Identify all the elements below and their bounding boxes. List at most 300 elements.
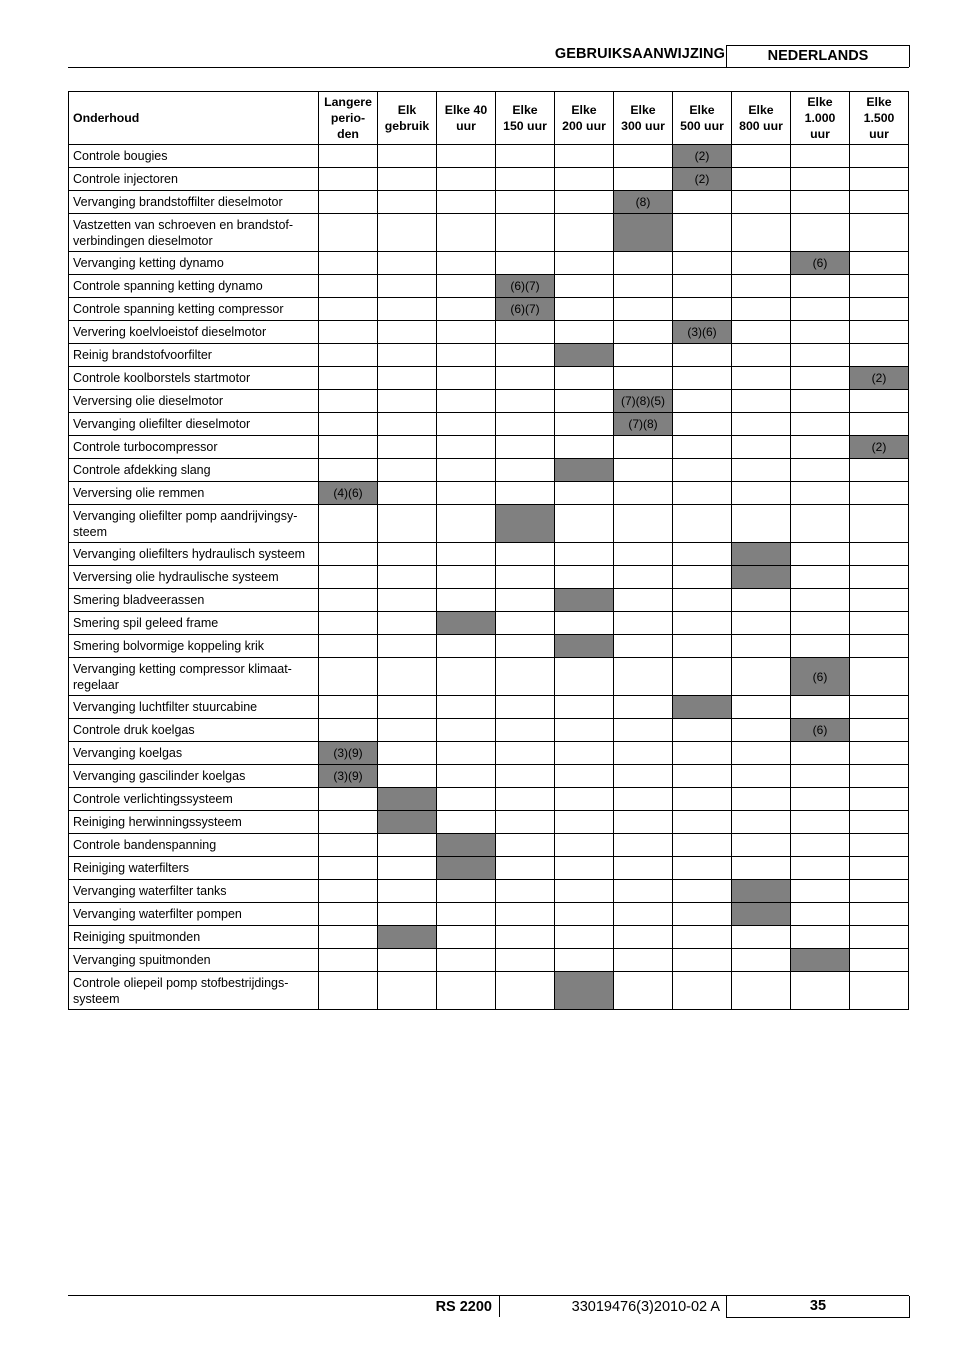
empty-interval-cell [673,413,732,436]
task-label: Reinig brandstofvoorfilter [73,348,212,362]
scheduled-interval-cell [673,321,732,344]
empty-interval-cell [378,321,437,344]
empty-interval-cell [791,321,850,344]
empty-interval-cell [496,321,555,344]
empty-interval-cell [496,880,555,903]
empty-interval-cell [496,145,555,168]
task-cell [69,926,319,949]
empty-interval-cell [555,413,614,436]
empty-interval-cell [437,413,496,436]
empty-interval-cell [378,719,437,742]
empty-interval-cell [496,566,555,589]
empty-interval-cell [496,788,555,811]
task-label: Controle bandenspanning [73,838,217,852]
empty-interval-cell [555,252,614,275]
empty-interval-cell [850,834,909,857]
empty-interval-cell [555,566,614,589]
table-row [69,880,909,903]
empty-interval-cell [437,903,496,926]
empty-interval-cell [732,788,791,811]
task-label: Controle injectoren [73,172,178,186]
empty-interval-cell [614,926,673,949]
column-header-interval [850,92,909,145]
empty-interval-cell [555,788,614,811]
table-row [69,696,909,719]
empty-interval-cell [850,811,909,834]
empty-interval-cell [732,972,791,1010]
empty-interval-cell [496,857,555,880]
column-header-line: Elke [689,103,715,117]
empty-interval-cell [378,275,437,298]
empty-interval-cell [732,926,791,949]
table-row [69,658,909,696]
empty-interval-cell [496,390,555,413]
empty-interval-cell [437,344,496,367]
scheduled-interval-cell [555,589,614,612]
empty-interval-cell [437,543,496,566]
empty-interval-cell [437,321,496,344]
empty-interval-cell [614,252,673,275]
empty-interval-cell [673,742,732,765]
empty-interval-cell [378,459,437,482]
empty-interval-cell [555,926,614,949]
task-cell [69,413,319,436]
empty-interval-cell [673,834,732,857]
empty-interval-cell [437,145,496,168]
empty-interval-cell [673,214,732,252]
task-cell [69,298,319,321]
task-cell [69,321,319,344]
task-label: Controle verlichtingssysteem [73,792,233,806]
empty-interval-cell [378,390,437,413]
task-cell [69,566,319,589]
empty-interval-cell [319,298,378,321]
table-header [69,92,909,145]
scheduled-interval-cell [791,658,850,696]
column-header-line: Elke 40 [444,103,488,117]
task-cell [69,436,319,459]
document-code: 33019476(3)2010-02 A [571,1299,720,1315]
empty-interval-cell [850,589,909,612]
empty-interval-cell [437,589,496,612]
empty-interval-cell [850,459,909,482]
column-header-interval [555,92,614,145]
empty-interval-cell [673,436,732,459]
task-cell [69,880,319,903]
empty-interval-cell [732,214,791,252]
empty-interval-cell [673,191,732,214]
empty-interval-cell [673,811,732,834]
header-rule [68,67,909,68]
maintenance-schedule-table [68,91,909,1010]
interval-note: (6) [812,723,828,737]
empty-interval-cell [378,413,437,436]
empty-interval-cell [378,168,437,191]
empty-interval-cell [496,413,555,436]
empty-interval-cell [791,543,850,566]
empty-interval-cell [378,252,437,275]
page-number: 35 [726,1296,910,1318]
empty-interval-cell [496,459,555,482]
empty-interval-cell [850,275,909,298]
empty-interval-cell [732,321,791,344]
table-row [69,543,909,566]
empty-interval-cell [850,390,909,413]
empty-interval-cell [673,635,732,658]
empty-interval-cell [319,880,378,903]
empty-interval-cell [791,168,850,191]
task-label: Controle spanning ketting dynamo [73,279,263,293]
empty-interval-cell [614,811,673,834]
empty-interval-cell [614,742,673,765]
task-cell [69,482,319,505]
scheduled-interval-cell [319,765,378,788]
column-header-line: 1.000 [804,111,836,125]
empty-interval-cell [614,505,673,543]
scheduled-interval-cell [378,811,437,834]
column-header-line: Onderhoud [73,111,140,125]
empty-interval-cell [850,635,909,658]
column-header-line: Elke [866,95,892,109]
scheduled-interval-cell [850,367,909,390]
empty-interval-cell [437,719,496,742]
empty-interval-cell [319,275,378,298]
empty-interval-cell [850,505,909,543]
task-cell [69,742,319,765]
task-cell [69,344,319,367]
task-cell [69,811,319,834]
empty-interval-cell [614,589,673,612]
empty-interval-cell [437,298,496,321]
empty-interval-cell [791,834,850,857]
empty-interval-cell [673,275,732,298]
empty-interval-cell [791,765,850,788]
table-row [69,788,909,811]
empty-interval-cell [378,191,437,214]
empty-interval-cell [555,275,614,298]
scheduled-interval-cell [555,635,614,658]
empty-interval-cell [555,834,614,857]
empty-interval-cell [437,168,496,191]
empty-interval-cell [319,168,378,191]
empty-interval-cell [673,612,732,635]
empty-interval-cell [732,413,791,436]
empty-interval-cell [319,589,378,612]
empty-interval-cell [673,543,732,566]
task-label: systeem [73,991,120,1006]
empty-interval-cell [555,298,614,321]
scheduled-interval-cell [437,834,496,857]
empty-interval-cell [850,191,909,214]
empty-interval-cell [791,742,850,765]
empty-interval-cell [614,765,673,788]
empty-interval-cell [319,926,378,949]
empty-interval-cell [555,436,614,459]
empty-interval-cell [673,857,732,880]
table-row [69,589,909,612]
empty-interval-cell [850,612,909,635]
empty-interval-cell [732,811,791,834]
empty-interval-cell [614,168,673,191]
empty-interval-cell [319,252,378,275]
empty-interval-cell [437,214,496,252]
table-row [69,191,909,214]
column-header-line: 1.500 [863,111,895,125]
empty-interval-cell [437,742,496,765]
empty-interval-cell [555,321,614,344]
empty-interval-cell [319,719,378,742]
scheduled-interval-cell [496,298,555,321]
task-label: verbindingen dieselmotor [73,233,213,248]
empty-interval-cell [791,191,850,214]
task-label: Vervanging brandstoffilter dieselmotor [73,195,283,209]
empty-interval-cell [437,367,496,390]
scheduled-interval-cell [496,505,555,543]
column-header-interval [437,92,496,145]
task-label: steem [73,524,108,539]
empty-interval-cell [791,972,850,1010]
empty-interval-cell [437,390,496,413]
empty-interval-cell [614,436,673,459]
empty-interval-cell [437,926,496,949]
empty-interval-cell [555,214,614,252]
empty-interval-cell [437,811,496,834]
empty-interval-cell [378,214,437,252]
column-header-line: 200 uur [562,119,606,133]
empty-interval-cell [496,696,555,719]
table-row [69,436,909,459]
empty-interval-cell [555,696,614,719]
empty-interval-cell [496,252,555,275]
empty-interval-cell [850,321,909,344]
empty-interval-cell [791,367,850,390]
empty-interval-cell [378,972,437,1010]
empty-interval-cell [378,145,437,168]
table-row [69,252,909,275]
empty-interval-cell [850,788,909,811]
empty-interval-cell [850,926,909,949]
empty-interval-cell [673,298,732,321]
empty-interval-cell [673,505,732,543]
empty-interval-cell [850,696,909,719]
empty-interval-cell [496,742,555,765]
empty-interval-cell [732,834,791,857]
empty-interval-cell [791,589,850,612]
empty-interval-cell [732,436,791,459]
scheduled-interval-cell [437,612,496,635]
empty-interval-cell [791,612,850,635]
task-cell [69,949,319,972]
column-header-line: Elke [807,95,833,109]
empty-interval-cell [850,765,909,788]
scheduled-interval-cell [673,168,732,191]
interval-note: (4)(6) [333,486,363,500]
table-row [69,612,909,635]
empty-interval-cell [555,658,614,696]
scheduled-interval-cell [437,857,496,880]
empty-interval-cell [614,834,673,857]
column-header-interval [791,92,850,145]
empty-interval-cell [732,459,791,482]
empty-interval-cell [437,459,496,482]
empty-interval-cell [614,344,673,367]
task-label: Vervanging oliefilters hydraulisch systeem [73,547,306,561]
scheduled-interval-cell [732,543,791,566]
empty-interval-cell [496,436,555,459]
empty-interval-cell [850,214,909,252]
empty-interval-cell [378,658,437,696]
column-header-interval [319,92,378,145]
column-header-line: 300 uur [621,119,665,133]
empty-interval-cell [614,658,673,696]
empty-interval-cell [673,719,732,742]
empty-interval-cell [496,658,555,696]
empty-interval-cell [555,903,614,926]
empty-interval-cell [732,275,791,298]
empty-interval-cell [555,145,614,168]
empty-interval-cell [673,949,732,972]
empty-interval-cell [496,589,555,612]
empty-interval-cell [496,949,555,972]
interval-note: (6) [812,669,828,684]
empty-interval-cell [437,765,496,788]
scheduled-interval-cell [614,413,673,436]
table-row [69,344,909,367]
task-label: Vervanging gascilinder koelgas [73,769,246,783]
empty-interval-cell [732,742,791,765]
empty-interval-cell [732,857,791,880]
empty-interval-cell [555,719,614,742]
scheduled-interval-cell [732,880,791,903]
scheduled-interval-cell [614,191,673,214]
empty-interval-cell [732,696,791,719]
empty-interval-cell [614,903,673,926]
empty-interval-cell [791,298,850,321]
table-row [69,811,909,834]
empty-interval-cell [319,857,378,880]
task-cell [69,788,319,811]
empty-interval-cell [732,612,791,635]
task-label: Ververing koelvloeistof dieselmotor [73,325,267,339]
task-cell [69,367,319,390]
column-header-interval [378,92,437,145]
table-row [69,949,909,972]
table-row [69,321,909,344]
column-header-line: Elke [630,103,656,117]
empty-interval-cell [437,949,496,972]
table-row [69,926,909,949]
column-header-interval [673,92,732,145]
empty-interval-cell [614,696,673,719]
task-cell [69,765,319,788]
empty-interval-cell [496,903,555,926]
task-label: Smering bolvormige koppeling krik [73,639,265,653]
interval-note: (2) [694,149,710,163]
empty-interval-cell [614,275,673,298]
task-cell [69,505,319,543]
task-label: Controle koolborstels startmotor [73,371,251,385]
scheduled-interval-cell [555,344,614,367]
scheduled-interval-cell [378,926,437,949]
empty-interval-cell [319,145,378,168]
empty-interval-cell [319,321,378,344]
empty-interval-cell [850,857,909,880]
task-label: Vervanging waterfilter tanks [73,884,227,898]
empty-interval-cell [791,903,850,926]
task-cell [69,972,319,1010]
empty-interval-cell [378,543,437,566]
interval-note: (6)(7) [510,279,540,293]
empty-interval-cell [673,926,732,949]
scheduled-interval-cell [496,275,555,298]
empty-interval-cell [732,367,791,390]
empty-interval-cell [614,857,673,880]
table-row [69,390,909,413]
table-row [69,765,909,788]
empty-interval-cell [791,214,850,252]
empty-interval-cell [732,191,791,214]
scheduled-interval-cell [732,903,791,926]
task-label: Controle druk koelgas [73,723,195,737]
empty-interval-cell [555,612,614,635]
empty-interval-cell [319,344,378,367]
scheduled-interval-cell [614,214,673,252]
empty-interval-cell [496,214,555,252]
empty-interval-cell [319,566,378,589]
table-row [69,635,909,658]
task-label: Reiniging waterfilters [73,861,190,875]
empty-interval-cell [614,566,673,589]
empty-interval-cell [437,191,496,214]
task-label: Smering spil geleed frame [73,616,219,630]
task-label: Controle turbocompressor [73,440,218,454]
empty-interval-cell [496,926,555,949]
empty-interval-cell [791,566,850,589]
empty-interval-cell [791,344,850,367]
empty-interval-cell [673,880,732,903]
task-cell [69,857,319,880]
empty-interval-cell [732,949,791,972]
task-cell [69,696,319,719]
empty-interval-cell [496,834,555,857]
empty-interval-cell [319,505,378,543]
column-header-line: 150 uur [503,119,547,133]
empty-interval-cell [319,459,378,482]
empty-interval-cell [791,696,850,719]
scheduled-interval-cell [555,459,614,482]
empty-interval-cell [850,543,909,566]
empty-interval-cell [437,972,496,1010]
empty-interval-cell [437,275,496,298]
empty-interval-cell [319,367,378,390]
manual-title: GEBRUIKSAANWIJZING [554,46,725,62]
empty-interval-cell [673,252,732,275]
task-label: Verversing olie hydraulische systeem [73,570,279,584]
empty-interval-cell [614,719,673,742]
empty-interval-cell [378,903,437,926]
empty-interval-cell [378,482,437,505]
empty-interval-cell [555,482,614,505]
empty-interval-cell [319,811,378,834]
scheduled-interval-cell [673,696,732,719]
empty-interval-cell [732,505,791,543]
empty-interval-cell [378,880,437,903]
scheduled-interval-cell [319,742,378,765]
empty-interval-cell [614,543,673,566]
interval-note: (7)(8)(5) [621,394,665,408]
empty-interval-cell [673,658,732,696]
empty-interval-cell [732,145,791,168]
